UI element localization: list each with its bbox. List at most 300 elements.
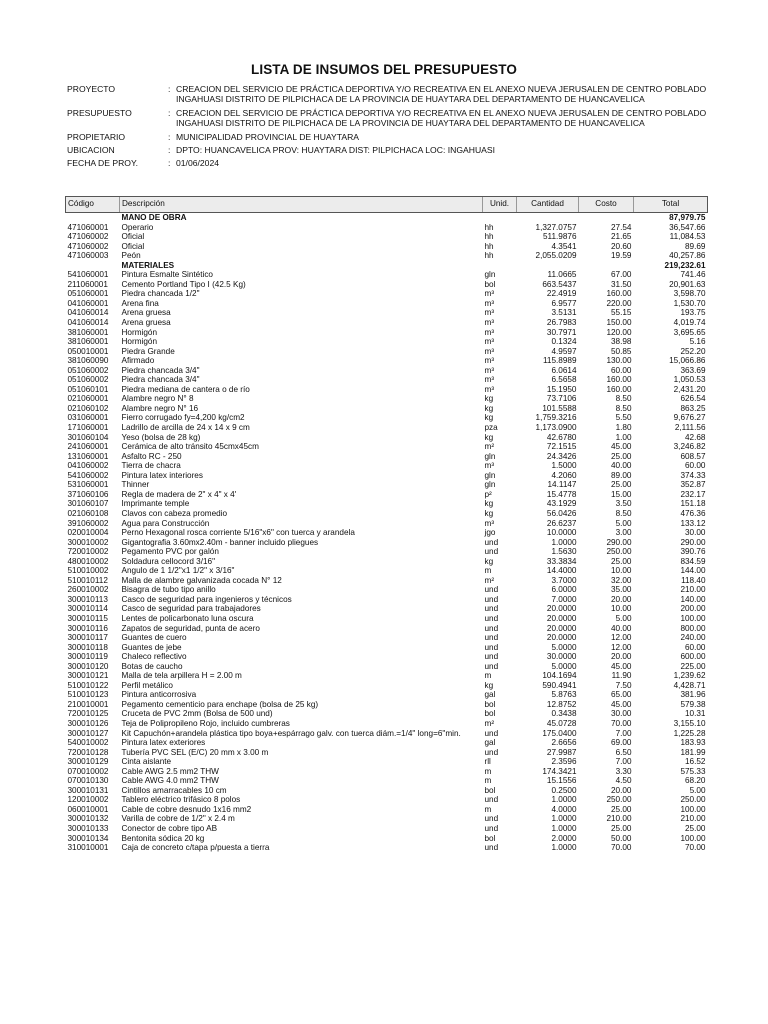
cell-description: Pegamento PVC por galón [121,547,219,557]
cell-description: Thinner [121,480,150,490]
cell-description: Piedra Grande [121,346,175,356]
cell-total: 210.00 [680,814,706,824]
cell-code: 041060014 [67,308,109,318]
cell-cost: 89.00 [611,470,632,480]
cell-unit: und [484,604,499,614]
cell-code: 051060002 [67,365,109,375]
table-row [66,681,708,691]
table-row [66,499,708,509]
cell-cost: 3.50 [615,499,632,509]
cell-cost: 40.00 [611,623,632,633]
cell-description: Cruceta de PVC 2mm (Bolsa de 500 und) [121,709,273,719]
table-row [66,595,708,605]
cell-description: Malla de alambre galvanizada cocada N° 12 [121,575,282,585]
cell-total: 4,019.74 [673,318,706,328]
cell-cost: 290.00 [606,537,632,547]
cell-cost: 25.00 [611,480,632,490]
cell-code: 050010001 [67,346,109,356]
cell-cost: 70.00 [611,718,632,728]
cell-quantity: 72.1515 [546,442,577,452]
cell-code: 300010117 [67,633,108,643]
cell-cost [579,213,634,223]
meta-value: 01/06/2024 [176,158,220,169]
cell-unit: und [484,747,499,757]
cell-total: 15,066.86 [669,356,706,366]
cell-unit: m³ [484,356,495,366]
cell-cost: 21.65 [611,232,632,242]
cell-description: Perno Hexagonal rosca corriente 5/16"x6" con tuerca y arandela [121,528,355,538]
cell-quantity: 1.0000 [551,814,577,824]
cell-unit: und [484,728,499,738]
cell-cost: 10.00 [611,604,632,614]
cell-code: 300010134 [67,833,109,843]
table-row [66,690,708,700]
cell-quantity: 101.5588 [542,403,577,413]
cell-cost: 1.80 [615,423,632,433]
cell-cost: 25.00 [611,804,632,814]
cell-cost: 20.60 [611,241,632,251]
cell-description: Cable AWG 4.0 mm2 THW [121,776,219,786]
document-title: LISTA DE INSUMOS DEL PRESUPUESTO [251,62,517,77]
cell-cost: 27.54 [611,222,632,232]
cell-cost: 65.00 [611,690,632,700]
table-row [66,547,708,557]
project-header [67,84,707,172]
cell-quantity: 20.0000 [546,623,577,633]
cell-total: 626.54 [680,394,706,404]
cell-quantity: 5.8763 [551,690,577,700]
cell-cost: 8.50 [615,394,632,404]
cell-quantity: 2.3596 [551,757,577,767]
cell-cost: 3.00 [615,528,632,538]
cell-unit: m³ [484,518,495,528]
cell-code: 381060001 [67,337,109,347]
cell-cost: 7.00 [615,728,632,738]
cell-code: 021060108 [67,508,109,518]
column-header-cost: Costo [579,197,634,213]
cell-description: Imprimante temple [121,499,190,509]
cell-code: 531060001 [67,480,109,490]
cell-cost: 20.00 [611,652,632,662]
cell-total: 600.00 [680,652,706,662]
cell-total: 3,246.82 [673,442,706,452]
cell-quantity: 56.0426 [546,508,577,518]
table-row [66,709,708,719]
meta-label: UBICACION [67,145,115,156]
cell-total: 250.00 [680,795,706,805]
cell-cost: 12.00 [611,633,632,643]
table-row [66,557,708,567]
table-row [66,757,708,767]
cell-cost: 20.00 [611,594,632,604]
cell-description: Bentonita sódica 20 kg [121,833,205,843]
cell-code: 041060002 [67,461,109,471]
cell-total: 30.00 [685,528,706,538]
cell-cost: 25.00 [611,556,632,566]
cell-total: 68.20 [685,776,706,786]
column-header-quantity: Cantidad [517,197,579,213]
cell-cost: 19.59 [611,251,632,261]
cell-total: 100.00 [680,613,706,623]
cell-quantity: 174.3421 [542,766,577,776]
cell-unit: m [484,671,492,681]
cell-description: Yeso (bolsa de 28 kg) [121,432,201,442]
group-title: MATERIALES [121,260,175,270]
cell-cost: 250.00 [606,547,632,557]
cell-cost: 250.00 [606,795,632,805]
cell-quantity: 43.1929 [546,499,577,509]
meta-label: PROYECTO [67,84,116,94]
table-row [66,328,708,338]
cell-quantity [517,213,579,223]
cell-quantity: 15.4778 [546,489,577,499]
cell-code: 300010133 [67,824,109,833]
cell-total: 133.12 [680,518,706,528]
table-row [66,347,708,357]
cell-total: 118.40 [681,575,706,585]
cell-quantity: 26.6237 [546,518,577,528]
meta-colon: : [168,145,171,156]
cell-description: Alambre negro N° 8 [121,394,194,404]
cell-total: 70.00 [685,843,706,853]
table-row [66,385,708,395]
cell-quantity: 27.9987 [546,747,577,757]
table-row [66,366,708,376]
cell-code: 300010131 [67,785,109,795]
cell-total: 42.68 [685,432,706,442]
cell-unit: m³ [484,384,495,394]
table-row [66,280,708,290]
cell-description: Botas de caucho [121,661,183,671]
cell-description: Cable de cobre desnudo 1x16 mm2 [121,804,252,814]
cell-code: 021060001 [67,394,109,404]
column-header-total: Total [634,197,708,213]
table-row [66,671,708,681]
cell-description: Asfalto RC - 250 [121,451,182,461]
cell-total: 89.69 [685,241,706,251]
cell-cost: 67.00 [611,270,632,280]
cell-code: 210010001 [67,699,109,709]
cell-unit: und [484,547,499,557]
table-row [66,490,708,500]
meta-colon: : [168,131,171,142]
table-row [66,700,708,710]
cell-cost: 130.00 [606,356,632,366]
cell-description: Piedra chancada 3/4" [121,375,200,385]
cell-unit: kg [484,432,494,442]
cell-unit: p² [484,489,492,499]
cell-description: Pintura anticorrosiva [121,690,197,700]
cell-description: Angulo de 1 1/2"x1 1/2" x 3/16" [121,566,235,576]
cell-cost: 3.30 [615,766,632,776]
cell-quantity: 14.4000 [546,566,577,576]
cell-unit: m³ [484,365,495,375]
cell-total: 9,676.27 [673,413,706,423]
cell-total: 1,530.70 [673,298,706,308]
cell-code: 051060101 [67,384,109,394]
cell-code: 391060002 [67,518,109,528]
cell-code: 720010002 [67,547,109,557]
group-total: 87,979.75 [669,213,706,222]
meta-row [67,158,707,168]
cell-cost: 8.50 [615,403,632,413]
cell-description: Clavos con cabeza promedio [121,508,228,518]
cell-unit: und [484,661,499,671]
cell-cost: 7.00 [615,757,632,767]
meta-label: PRESUPUESTO [67,107,132,118]
cell-cost: 7.50 [615,680,632,690]
table-row [66,643,708,653]
cell-quantity: 30.0000 [546,652,577,662]
cell-unit [483,213,517,223]
cell-code: 471060002 [67,241,109,251]
cell-unit: und [484,623,499,633]
cell-code: 480010002 [67,556,109,566]
cell-unit [483,261,517,271]
cell-description: Tierra de chacra [121,461,181,471]
cell-code: 471060002 [67,232,109,242]
cell-description: Caja de concreto c/tapa p/puesta a tierra [121,843,270,853]
meta-value: CREACION DEL SERVICIO DE PRÁCTICA DEPORTIVA Y/O RECREATIVA EN EL ANEXO NUEVA JERUSALEN DE CENTRO POBLADO INGAHUASI DISTRITO DE PILPICHACA DE LA PROVINCIA DE HUAYTARA DEL DEPARTAMENTO DE HUANCAVELICA [176,107,707,129]
cell-quantity: 511.9876 [542,232,577,242]
cell-quantity: 1.5000 [551,461,577,471]
cell-cost [579,261,634,271]
cell-description: Piedra chancada 3/4" [121,365,200,375]
cell-code: 260010002 [67,585,109,595]
cell-quantity: 1.0000 [551,537,577,547]
cell-code: 020010004 [67,528,109,538]
cell-cost: 55.15 [611,308,632,318]
cell-total: 1,239.62 [673,671,706,681]
cell-description: Pegamento cementicio para enchape (bolsa de 25 kg) [121,699,319,709]
table-row [66,614,708,624]
cell-quantity: 6.0614 [551,365,577,375]
cell-quantity: 3.7000 [551,575,577,585]
cell-cost: 11.90 [611,671,632,681]
cell-unit: jgo [484,528,496,538]
cell-unit: kg [484,394,494,404]
cell-cost: 25.00 [611,824,632,833]
cell-quantity: 2,055.0209 [535,251,577,261]
cell-unit: kg [484,413,494,423]
cell-unit: gal [484,690,496,700]
cell-total: 16.52 [685,757,706,767]
cell-cost: 5.00 [615,613,632,623]
cell-description: Cintillos amarracables 10 cm [121,785,227,795]
cell-unit: kg [484,403,494,413]
cell-description: Cinta aislante [121,757,172,767]
cell-total: 60.00 [685,642,706,652]
table-row [66,519,708,529]
cell-description: Pintura latex interiores [121,470,203,480]
cell-description: Alambre negro N° 16 [121,403,199,413]
cell-total: 210.00 [680,585,706,595]
cell-unit: pza [484,423,498,433]
cell-code: 300010126 [67,718,109,728]
group-total: 219,232.61 [664,260,706,270]
cell-total: 374.33 [680,470,706,480]
cell-quantity: 11.0665 [547,270,577,280]
cell-total: 1,050.53 [673,375,706,385]
cell-description: Casco de seguridad para trabajadores [121,604,261,614]
cell-code: 300010002 [67,537,109,547]
cell-description: Cerámica de alto tránsito 45cmx45cm [121,442,259,452]
cell-total: 290.00 [680,537,706,547]
cell-total: 11,084.53 [669,232,706,242]
cell-total: 144.00 [680,566,706,576]
cell-code: 720010125 [67,709,109,719]
cell-description: Lentes de policarbonato luna oscura [121,613,254,623]
cell-unit: m³ [484,289,495,299]
cell-quantity: 10.0000 [546,528,577,538]
cell-unit: rll [484,757,491,767]
cell-unit: m [484,804,492,814]
table-row [66,356,708,366]
cell-quantity: 1,759.3216 [535,413,577,423]
cell-code: 070010002 [67,766,109,776]
cell-description: Oficial [121,232,145,242]
cell-description: Operario [121,222,154,232]
cell-code: 021060102 [67,403,109,413]
cell-unit: bol [484,833,496,843]
cell-code: 060010001 [67,804,109,814]
cell-unit: m² [484,442,495,452]
cell-quantity: 5.0000 [551,661,577,671]
table-row [66,528,708,538]
cell-description: Hormigón [121,327,157,337]
cell-total: 193.75 [680,308,706,318]
cell-code: 510010123 [67,690,109,700]
cell-quantity: 33.3834 [546,556,577,566]
cell-unit: m² [484,718,495,728]
cell-cost: 160.00 [606,289,632,299]
cell-total: 232.17 [680,489,706,499]
table-row [66,834,708,844]
table-row [66,748,708,758]
meta-value: MUNICIPALIDAD PROVINCIAL DE HUAYTARA [176,131,360,142]
cell-code: 211060001 [67,279,108,289]
cell-quantity: 30.7971 [546,327,577,337]
cell-total: 579.38 [680,699,706,709]
cell-description: Bisagra de tubo tipo anillo [121,585,216,595]
meta-colon: : [168,158,171,169]
cell-unit: und [484,824,499,833]
cell-total: 183.93 [680,738,706,748]
table-row [66,423,708,433]
cell-quantity: 12.8752 [546,699,577,709]
cell-total: 363.69 [680,365,706,375]
cell-total: 25.00 [685,824,706,833]
cell-description: Afirmado [121,356,155,366]
cell-description: Chaleco reflectivo [121,652,187,662]
table-row [66,633,708,643]
cell-cost: 45.00 [611,699,632,709]
cell-cost: 50.00 [611,833,632,843]
cell-code: 310010001 [67,843,109,853]
cell-unit: m³ [484,308,495,318]
cell-unit: bol [484,709,496,719]
cell-code: 300010115 [67,613,108,623]
cell-total: 5.16 [689,337,706,347]
cell-code: 171060001 [67,423,109,433]
cell-quantity: 4.9597 [551,346,577,356]
cell-code: 300010114 [67,604,108,614]
cell-cost: 20.00 [611,785,632,795]
cell-total: 476.36 [680,508,706,518]
table-row [66,452,708,462]
cell-code: 510010112 [67,575,108,585]
cell-code: 720010128 [67,747,109,757]
cell-total: 863.25 [680,403,706,413]
meta-value: CREACION DEL SERVICIO DE PRÁCTICA DEPORTIVA Y/O RECREATIVA EN EL ANEXO NUEVA JERUSALEN DE CENTRO POBLADO INGAHUASI DISTRITO DE PILPICHACA DE LA PROVINCIA DE HUAYTARA DEL DEPARTAMENTO DE HUANCAVELICA [176,84,707,105]
cell-description: Malla de tela arpillera H = 2.00 m [121,671,242,681]
cell-description: Varilla de cobre de 1/2" x 2.4 m [121,814,235,824]
cell-code: 031060001 [67,413,109,423]
cell-code: 300010119 [67,652,108,662]
cell-total: 200.00 [680,604,706,614]
cell-cost: 4.50 [615,776,632,786]
cell-code: 381060090 [67,356,109,366]
cell-unit: und [484,594,499,604]
cell-description: Agua para Construcción [121,518,210,528]
cell-unit: bol [484,699,496,709]
cell-quantity: 1.0000 [551,843,577,853]
cell-description: Cemento Portland Tipo I (42.5 Kg) [121,279,246,289]
cell-total: 3,695.65 [673,327,706,337]
cell-total: 741.46 [680,270,706,280]
cell-quantity: 7.0000 [551,594,577,604]
table-row [66,652,708,662]
cell-code: 381060001 [67,327,109,337]
cell-code: 300010120 [67,661,109,671]
cell-code: 471060001 [67,222,109,232]
cell-cost: 12.00 [611,642,632,652]
cell-total: 240.00 [680,633,706,643]
cell-code: 541060002 [67,470,109,480]
meta-value: DPTO: HUANCAVELICA PROV: HUAYTARA DIST: PILPICHACA LOC: INGAHUASI [176,145,495,156]
group-title: MANO DE OBRA [121,213,187,222]
table-row [66,585,708,595]
cell-unit: m³ [484,298,495,308]
table-row [66,767,708,777]
cell-total: 2,111.56 [674,423,706,433]
table-row [66,776,708,786]
cell-description: Zapatos de seguridad, punta de acero [121,623,260,633]
table-row [66,270,708,280]
cell-quantity: 5.0000 [551,642,577,652]
group-row [66,213,708,223]
cell-unit: und [484,585,499,595]
cell-code: 541060001 [67,270,109,280]
cell-code: 300010118 [67,642,108,652]
cell-unit: m [484,766,492,776]
cell-unit: und [484,652,499,662]
cell-quantity: 2.0000 [551,833,577,843]
cell-quantity: 15.1556 [546,776,577,786]
cell-unit: gln [484,451,496,461]
cell-description: Regla de madera de 2" x 4" x 4' [121,489,237,499]
table-row [66,461,708,471]
cell-code: 540010002 [67,738,109,748]
cell-description: Conector de cobre tipo AB [121,824,218,833]
cell-total: 608.57 [680,451,706,461]
cell-unit: und [484,633,499,643]
table-row [66,786,708,796]
cell-total: 575.33 [680,766,706,776]
cell-quantity: 0.2500 [551,785,577,795]
cell-cost: 1.00 [615,432,632,442]
cell-description: Casco de seguridad para ingenieros y técnicos [121,594,292,604]
